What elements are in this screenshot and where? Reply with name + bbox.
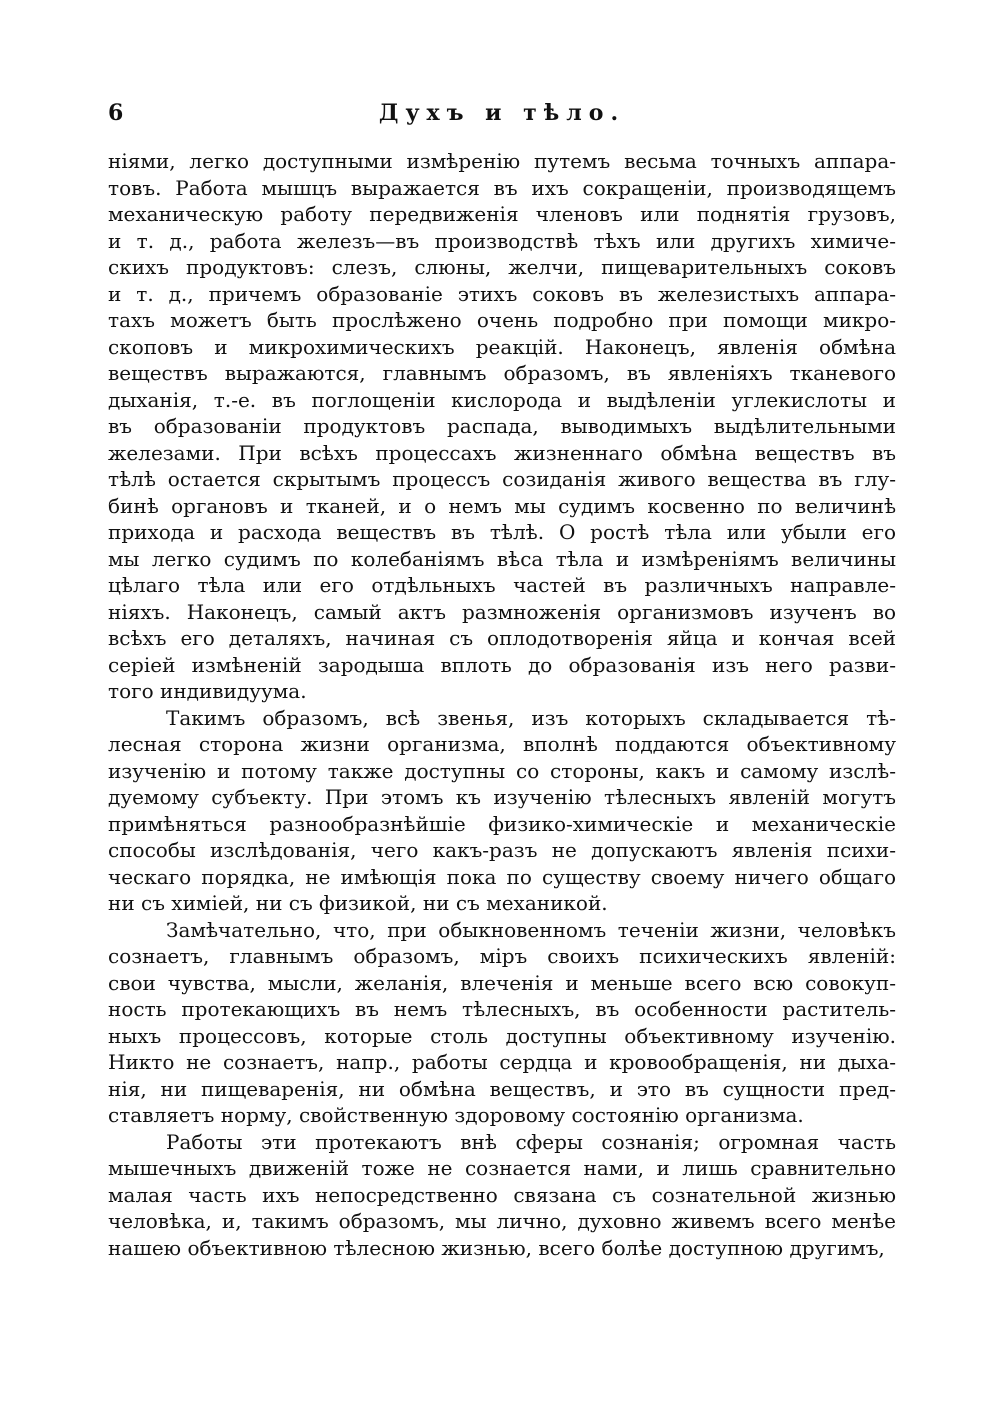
text-line: въ образованіи продуктовъ распада, выводимыхъ выдѣлительными bbox=[108, 414, 896, 438]
text-line: нашею объективною тѣлесною жизнью, всего болѣе доступною другимъ, bbox=[108, 1235, 885, 1260]
text-line: примѣняться разнообразнѣйшіе физико-химическіе и механическіе bbox=[108, 811, 896, 836]
text-line: того индивидуума. bbox=[108, 679, 307, 703]
text-line: ческаго порядка, не имѣющія пока по существу своему ничего общаго bbox=[108, 864, 896, 889]
text-line: Работы эти протекаютъ внѣ сферы сознанія; огромная часть bbox=[166, 1129, 896, 1154]
running-title: Духъ и тѣло. bbox=[378, 100, 626, 126]
paragraph-4 bbox=[108, 1129, 896, 1262]
text-line: скихъ продуктовъ: слезъ, слюны, желчи, пищеварительныхъ соковъ bbox=[108, 255, 896, 279]
text-line: железами. При всѣхъ процессахъ жизненнаго обмѣна веществъ въ bbox=[108, 440, 896, 465]
text-line: и т. д., работа железъ—въ производствѣ тѣхъ или другихъ химиче- bbox=[108, 228, 896, 253]
paragraph-3 bbox=[108, 917, 896, 1129]
body-text bbox=[108, 148, 896, 1261]
book-page bbox=[108, 100, 896, 1261]
page-header bbox=[108, 100, 896, 136]
paragraph-1 bbox=[108, 148, 896, 705]
text-line: бинѣ органовъ и тканей, и о немъ мы судимъ косвенно по величинѣ bbox=[108, 493, 896, 518]
page-number: 6 bbox=[108, 100, 124, 126]
text-line: Такимъ образомъ, всѣ звенья, изъ которыхъ складывается тѣ- bbox=[166, 705, 896, 730]
text-line: всѣхъ его деталяхъ, начиная съ оплодотворенія яйца и кончая всей bbox=[108, 626, 896, 650]
text-line: прихода и расхода веществъ въ тѣлѣ. О ростѣ тѣла или убыли его bbox=[108, 520, 896, 544]
text-line: Замѣчательно, что, при обыкновенномъ теченіи жизни, человѣкъ bbox=[166, 917, 896, 942]
text-line: ность протекающихъ въ немъ тѣлесныхъ, въ особенности раститель- bbox=[108, 997, 896, 1021]
text-line: ніями, легко доступными измѣренію путемъ весьма точныхъ аппара- bbox=[108, 149, 896, 173]
text-line: ни съ химіей, ни съ физикой, ни съ механикой. bbox=[108, 891, 608, 915]
text-line: Никто не сознаетъ, напр., работы сердца и кровообращенія, ни дыха- bbox=[108, 1050, 896, 1074]
text-line: человѣка, и, такимъ образомъ, мы лично, духовно живемъ всего менѣе bbox=[108, 1209, 896, 1233]
text-line: товъ. Работа мышцъ выражается въ ихъ сокращеніи, производящемъ bbox=[108, 175, 896, 200]
text-line: и т. д., причемъ образованіе этихъ соковъ въ железистыхъ аппара- bbox=[108, 281, 896, 306]
text-line: тѣлѣ остается скрытымъ процессъ созиданія живого вещества въ глу- bbox=[108, 467, 896, 491]
text-line: лесная сторона жизни организма, вполнѣ поддаются объективному bbox=[108, 732, 896, 756]
text-line: ныхъ процессовъ, которые столь доступны объективному изученію. bbox=[108, 1023, 896, 1048]
text-line: серіей измѣненій зародыша вплоть до образованія изъ него разви- bbox=[108, 652, 896, 677]
text-line: нія, ни пищеваренія, ни обмѣна веществъ, и это въ сущности пред- bbox=[108, 1076, 896, 1101]
text-line: тахъ можетъ быть прослѣжено очень подробно при помощи микро- bbox=[108, 308, 896, 332]
text-line: изученію и потому также доступны со стороны, какъ и самому изслѣ- bbox=[108, 758, 896, 783]
text-line: цѣлаго тѣла или его отдѣльныхъ частей въ различныхъ направле- bbox=[108, 573, 896, 597]
text-line: свои чувства, мысли, желанія, влеченія и меньше всего всю совокуп- bbox=[108, 970, 896, 995]
text-line: дуемому субъекту. При этомъ къ изученію тѣлесныхъ явленій могутъ bbox=[108, 785, 896, 809]
text-line: веществъ выражаются, главнымъ образомъ, въ явленіяхъ тканевого bbox=[108, 361, 896, 385]
paragraph-2 bbox=[108, 705, 896, 917]
text-line: дыханія, т.-е. въ поглощеніи кислорода и выдѣленіи углекислоты и bbox=[108, 387, 896, 412]
text-line: ставляетъ норму, свойственную здоровому состоянію организма. bbox=[108, 1103, 804, 1127]
text-line: скоповъ и микрохимическихъ реакцій. Наконецъ, явленія обмѣна bbox=[108, 334, 896, 359]
text-line: мы легко судимъ по колебаніямъ вѣса тѣла и измѣреніямъ величины bbox=[108, 546, 896, 571]
text-line: мышечныхъ движеній тоже не сознается нами, и лишь сравнительно bbox=[108, 1156, 896, 1180]
text-line: способы изслѣдованія, чего какъ-разъ не допускаютъ явленія психи- bbox=[108, 838, 896, 862]
text-line: ніяхъ. Наконецъ, самый актъ размноженія организмовъ изученъ во bbox=[108, 599, 896, 624]
text-line: механическую работу передвиженія членовъ или поднятія грузовъ, bbox=[108, 202, 896, 226]
text-line: малая часть ихъ непосредственно связана съ сознательной жизнью bbox=[108, 1182, 896, 1207]
text-line: сознаетъ, главнымъ образомъ, міръ своихъ психическихъ явленій: bbox=[108, 944, 896, 968]
